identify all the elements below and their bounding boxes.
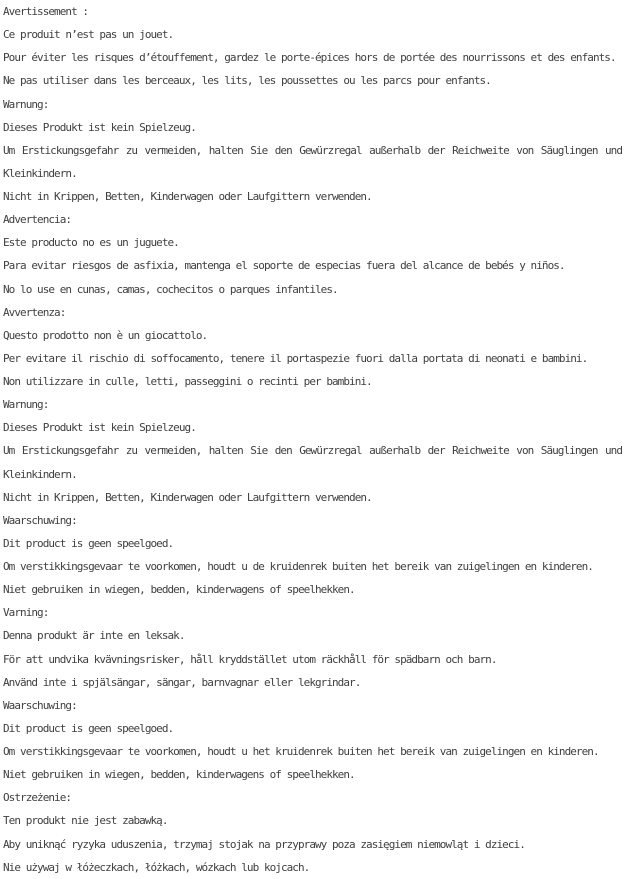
warning-line: Ne pas utiliser dans les berceaux, les lits, les poussettes ou les parcs pour enfants. [3,74,491,88]
warning-section-fr [3,0,622,93]
warning-line: Pour éviter les risques d’étouffement, gardez le porte-épices hors de portée des nourrissons et des enfants. [3,51,616,65]
warning-line: Niet gebruiken in wiegen, bedden, kinderwagens of speelhekken. [3,768,355,782]
warning-line: Om verstikkingsgevaar te voorkomen, houdt u het kruidenrek buiten het bereik van zuigelingen en kinderen. [3,745,599,758]
warning-section-it [3,301,622,394]
warning-line: Aby uniknąć ryzyka uduszenia, trzymaj stojak na przyprawy poza zasięgiem niemowląt i dzieci. [3,837,525,851]
warning-line: Nicht in Krippen, Betten, Kinderwagen oder Laufgittern verwenden. [3,490,372,504]
section-heading: Advertencia: [3,213,72,227]
section-heading: Warnung: [3,398,49,412]
warning-line: Denna produkt är inte en leksak. [3,629,185,643]
warning-section-nl-2 [3,694,622,787]
warning-line: Nicht in Krippen, Betten, Kinderwagen oder Laufgittern verwenden. [3,190,372,203]
warning-line: No lo use en cunas, camas, cochecitos o parques infantiles. [3,282,338,296]
warning-section-nl-1 [3,509,622,602]
section-heading: Warnung: [3,97,49,111]
warning-line: Non utilizzare in culle, letti, passeggini o recinti per bambini. [3,375,372,388]
section-heading: Avertissement : [3,5,89,18]
warning-section-pl [3,786,622,879]
warning-section-de-1 [3,93,622,209]
warning-line: För att undvika kvävningsrisker, håll kryddstället utom räckhåll för spädbarn och barn. [3,652,497,666]
warning-line: Dit product is geen speelgoed. [3,721,174,735]
warning-line: Om verstikkingsgevaar te voorkomen, houdt u de kruidenrek buiten het bereik van zuigelingen en kinderen. [3,560,593,573]
warning-line: Um Erstickungsgefahr zu vermeiden, halten Sie den Gewürzregal außerhalb der Reichweite von Säuglingen und Kleinkindern. [3,143,622,180]
warning-line: Använd inte i spjälsängar, sängar, barnvagnar eller lekgrindar. [3,675,361,689]
section-heading: Waarschuwing: [3,513,77,527]
warning-line: Ten produkt nie jest zabawką. [3,814,168,828]
section-heading: Varning: [3,606,49,620]
warning-section-de-2 [3,393,622,509]
warning-line: Para evitar riesgos de asfixia, mantenga el soporte de especias fuera del alcance de bebés y niños. [3,259,565,273]
warning-line: Dieses Produkt ist kein Spielzeug. [3,120,196,134]
warning-line: Dit product is geen speelgoed. [3,536,174,550]
warning-line: Um Erstickungsgefahr zu vermeiden, halten Sie den Gewürzregal außerhalb der Reichweite von Säuglingen und Kleinkindern. [3,444,622,481]
warning-line: Nie używaj w łóżeczkach, łóżkach, wózkach lub kojcach. [3,860,310,874]
warning-section-es [3,208,622,301]
warning-line: Niet gebruiken in wiegen, bedden, kinderwagens of speelhekken. [3,583,355,597]
section-heading: Waarschuwing: [3,698,77,712]
warning-line: Este producto no es un juguete. [3,236,179,250]
warning-line: Questo prodotto non è un giocattolo. [3,328,208,342]
warning-section-sv [3,601,622,694]
warning-line: Ce produit n’est pas un jouet. [3,28,174,42]
warning-line: Dieses Produkt ist kein Spielzeug. [3,421,196,435]
warning-line: Per evitare il rischio di soffocamento, tenere il portaspezie fuori dalla portata di neonati e bambini. [3,351,588,365]
section-heading: Ostrzeżenie: [3,791,72,805]
section-heading: Avvertenza: [3,305,66,319]
